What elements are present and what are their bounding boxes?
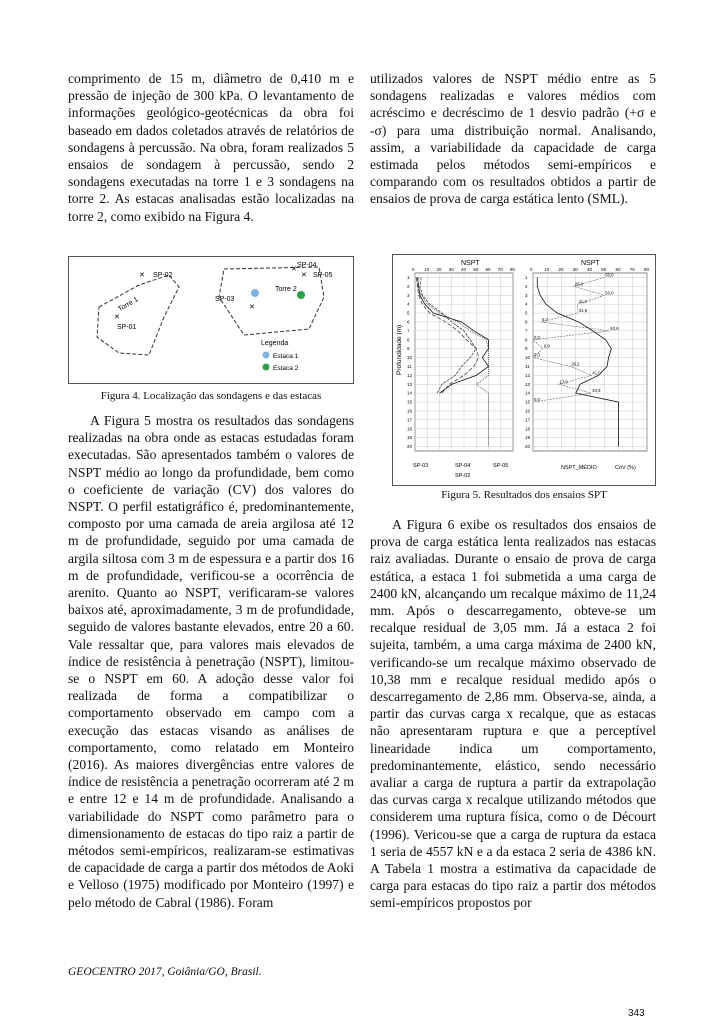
y-tick-label: 16 [407, 408, 413, 414]
x-tick-label: 10 [544, 267, 550, 272]
cov-data-label: 50,0 [605, 290, 614, 296]
svg-text:✕: ✕ [291, 266, 297, 273]
y-tick-label: 3 [407, 292, 410, 298]
y-tick-label: 12 [525, 372, 531, 378]
y-tick-label: 13 [525, 381, 531, 387]
left-paragraph-2: A Figura 5 mostra os resultados das sondagens realizadas na obra onde as estacas estudadas foram executadas. São apresentados também o valores de NSPT médio ao longo da profundidade, bem como o coeficiente de variação (CV) dos valores do NSPT. O perfil estatigráfico é, predominantemente, composto por uma camada de areia argilosa até 12 m de profundidade, seguido por uma camada de argila siltosa com 3 m de espessura e a partir dos 16 m de profundidade, verificou-se a ocorrência de arenito. Quanto ao NSPT, verificaram-se valores baixos até, aproximadamente, 3 m de profundidade, seguido de valores bastante elevados, entre 20 a 60. Vale ressaltar que, para valores mais elevados de índice de resistência à penetração (NSPT), limitou-se o NSPT em 60. A adoção desse valor foi realizada de forma a compatibilizar o comportamento observado em campo com a execução das estacas visando as análises de comportamento, como relatado em Monteiro (2016). As maiores divergências entre valores de índice de resistência a penetração ocorreram até 2 m e entre 12 e 14 m de profundidade. Analisando a variabilidade do NSPT como parâmetro para o dimensionamento de estacas do tipo raiz a partir de métodos semi-empíricos, realizaram-se estimativas de capacidade de carga a partir dos métodos de Aoki e Velloso (1975) modificado por Monteiro (1997) e pelo método de Cabral (1986). Foram [68, 413, 354, 910]
legend-sp05: SP-05 [493, 463, 509, 469]
left-column [68, 70, 354, 225]
legend-title: Legenda [261, 340, 289, 347]
legend-sp03: SP-03 [413, 463, 429, 469]
svg-text:✕: ✕ [139, 272, 145, 279]
y-tick-label: 4 [525, 301, 528, 307]
y-tick-label: 6 [525, 319, 528, 325]
x-tick-label: 10 [424, 267, 430, 272]
y-tick-label: 17 [407, 417, 413, 423]
legend-sp04: SP-04 [455, 463, 471, 469]
y-tick-label: 5 [407, 310, 410, 316]
x-tick-label: 50 [473, 267, 479, 272]
y-tick-label: 6 [407, 319, 410, 325]
y-tick-label: 15 [525, 399, 531, 405]
y-tick-label: 18 [525, 426, 531, 432]
chart-legend [413, 463, 636, 479]
x-tick-label: 20 [436, 267, 442, 272]
y-axis-label: Profundidade (m) [396, 324, 403, 375]
y-tick-label: 4 [407, 301, 410, 307]
left-paragraph-1: comprimento de 15 m, diâmetro de 0,410 m e pressão de injeção de 300 kPa. O levantamento de informações geológico-geotécnicas da obra foi baseado em dados coletados através de relatórios de sondagens à percussão. Na obra, foram realizados 5 ensaios de sondagem à percussão, sendo 2 sondagens executadas na torre 1 e 3 sondagens na torre 2. As estacas analisadas estão localizadas na torre 2, como exibido na Figura 4. [68, 71, 354, 224]
series-line-sp-03 [417, 277, 488, 393]
figure-4-caption: Figura 4. Localização das sondagens e das estacas [100, 390, 322, 402]
y-tick-label: 15 [407, 399, 413, 405]
right-paragraph-1: utilizados valores de NSPT médio entre as 5 sondagens realizadas e valores médios com acréscimo e decréscimo de 1 desvio padrão (+σ e -σ) para uma distribuição normal. Analisando, assim, a variabilidade da capacidade de carga estimada pelos métodos semi-empíricos e comparando com os resultados obtidos a partir de ensaios de prova de carga estática lento (SML). [370, 71, 656, 207]
label-sp01: SP-01 [117, 324, 137, 331]
footer: GEOCENTRO 2017, Goiânia/GO, Brasil. [68, 966, 262, 978]
site-plan [69, 257, 353, 383]
legend-cov: CoV (%) [615, 465, 636, 471]
legend-estaca2: Estaca 2 [273, 365, 299, 372]
cov-data-label: 5,7 [542, 316, 548, 322]
y-tick-label: 18 [407, 426, 413, 432]
x-tick-label: 0 [412, 267, 415, 272]
x-tick-label: 0 [530, 267, 533, 272]
y-tick-label: 20 [525, 444, 531, 450]
cov-data-label: 40,9 [592, 388, 601, 394]
y-tick-label: 13 [407, 381, 413, 387]
estaca2-marker [297, 291, 305, 299]
series-line-sp-02 [416, 277, 478, 393]
x-tick-label: 70 [629, 267, 635, 272]
y-tick-label: 1 [525, 274, 528, 280]
cov-data-label: 41,0 [592, 370, 601, 376]
x-tick-label: 40 [587, 267, 593, 272]
label-sp02: SP-02 [153, 272, 173, 279]
cov-data-label: 0,0 [534, 397, 540, 403]
y-tick-label: 12 [407, 372, 413, 378]
legend-sp02: SP-02 [455, 473, 471, 479]
label-sp05: SP-05 [313, 272, 333, 279]
y-tick-label: 5 [525, 310, 528, 316]
y-tick-label: 19 [407, 435, 413, 441]
y-tick-label: 16 [525, 408, 531, 414]
cov-data-label: 53,6 [610, 325, 619, 331]
page-number: 343 [628, 1008, 645, 1019]
estaca1-marker [251, 289, 259, 297]
y-tick-label: 9 [407, 346, 410, 352]
figure-5-caption: Figura 5. Resultados dos ensaios SPT [441, 489, 607, 501]
left-column-2 [68, 412, 354, 911]
label-sp03: SP-03 [215, 296, 235, 303]
svg-text:✕: ✕ [301, 272, 307, 279]
y-tick-label: 7 [407, 328, 410, 334]
legend-estaca1: Estaca 1 [273, 353, 299, 360]
x-tick-label: 40 [461, 267, 467, 272]
x-tick-label: 60 [615, 267, 621, 272]
right-paragraph-2: A Figura 6 exibe os resultados dos ensaios de prova de carga estática lenta realizados nas estacas raiz avaliadas. Durante o ensaio de prova de carga estática, a estaca 1 foi submetida a uma carga de 2400 kN, alcançando um recalque máximo de 11,24 mm. Após o descarregamento, obteve-se um recalque residual de 3,05 mm. Já a estaca 2 foi sujeita, também, a uma carga máxima de 2400 kN, verificando-se um recalque máximo observado de 10,38 mm e recalque residual medido após o descarregamento de 2,86 mm. Observa-se, ainda, a partir das curvas carga x recalque, que as estacas não apresentaram ruptura e que a perceptível linearidade indica um comportamento, predominantemente, elástico, sendo necessário avaliar a carga de ruptura a partir da extrapolação das curvas carga x recalque utilizando métodos que considerem uma ruptura física, como o de Décourt (1996). Vericou-se que a carga de ruptura da estaca 1 seria de 4557 kN e a da estaca 2 seria de 4386 kN. A Tabela 1 mostra a estimativa da capacidade de carga para estacas do tipo raiz a partir dos métodos semi-empíricos propostos por [370, 517, 656, 911]
y-tick-label: 11 [525, 363, 530, 369]
y-tick-label: 8 [407, 337, 410, 343]
left-panel-title: NSPT [461, 260, 480, 267]
y-tick-label: 2 [525, 283, 528, 289]
y-tick-label: 2 [407, 283, 410, 289]
series-line-sp-05 [417, 277, 488, 446]
y-tick-label: 8 [525, 337, 528, 343]
figure-5 [392, 254, 656, 486]
right-column [370, 70, 656, 208]
legend-nspt-medio: NSPT_MÉDIO [561, 465, 597, 471]
cov-data-label: 0,0 [534, 334, 540, 340]
x-tick-label: 60 [485, 267, 491, 272]
cov-data-label: 6,9 [543, 343, 550, 349]
y-tick-label: 14 [525, 390, 531, 396]
y-tick-label: 11 [407, 363, 412, 369]
cov-data-label: 31,6 [579, 308, 588, 314]
y-tick-label: 17 [525, 417, 531, 423]
y-tick-label: 7 [525, 328, 528, 334]
label-torre1: Torre 1 [117, 296, 140, 314]
cov-data-label: 50,0 [605, 272, 614, 278]
series-line-sp-04 [420, 277, 476, 393]
right-panel-title: NSPT [581, 260, 600, 267]
x-tick-label: 20 [558, 267, 564, 272]
x-tick-label: 80 [644, 267, 650, 272]
cov-data-label: 31,3 [578, 299, 587, 305]
x-tick-label: 30 [572, 267, 578, 272]
label-torre2: Torre 2 [275, 286, 297, 293]
cov-data-label: 0,0 [534, 352, 540, 358]
y-tick-label: 19 [525, 435, 531, 441]
svg-text:✕: ✕ [249, 304, 255, 311]
y-tick-label: 1 [407, 274, 410, 280]
y-tick-label: 20 [407, 444, 413, 450]
label-sp04: SP-04 [297, 262, 317, 269]
figure-4 [68, 256, 354, 384]
svg-text:✕: ✕ [114, 314, 120, 321]
x-tick-label: 50 [601, 267, 607, 272]
cov-data-label: 26,2 [571, 361, 580, 367]
right-column-2 [370, 516, 656, 912]
y-tick-label: 14 [407, 390, 413, 396]
sp-markers [114, 266, 307, 321]
x-tick-label: 70 [497, 267, 503, 272]
x-tick-label: 80 [510, 267, 516, 272]
spt-chart [393, 255, 655, 485]
y-tick-label: 10 [407, 355, 413, 361]
cov-data-label: 17,9 [559, 379, 568, 385]
cov-data-label: 28,6 [574, 281, 583, 287]
y-tick-label: 3 [525, 292, 528, 298]
y-tick-label: 10 [525, 355, 531, 361]
x-tick-label: 30 [448, 267, 454, 272]
y-tick-label: 9 [525, 346, 528, 352]
